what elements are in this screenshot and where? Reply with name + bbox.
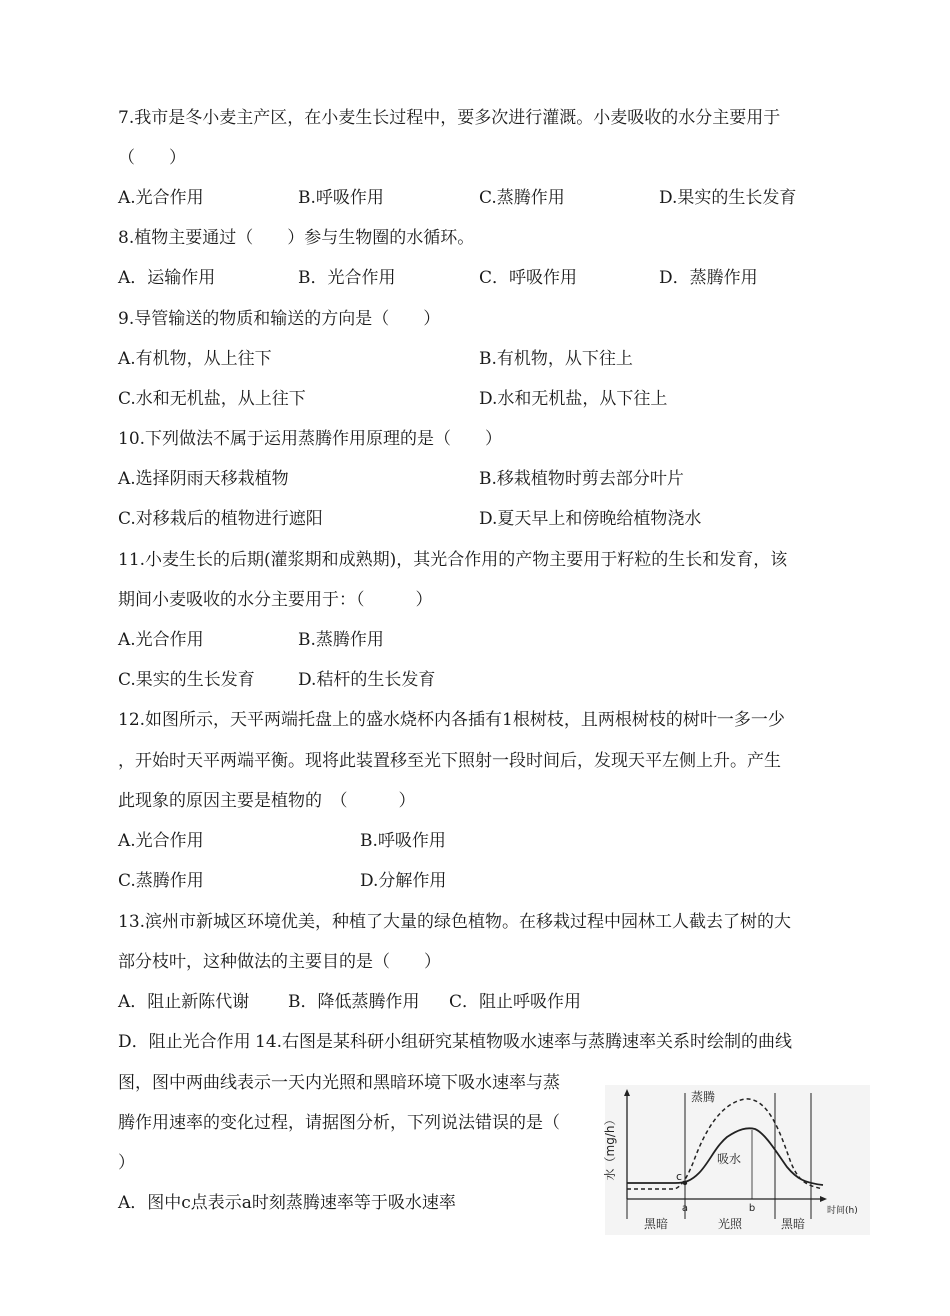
q11-option-b: B.蒸腾作用 (298, 630, 384, 650)
q12-stem-line3: 此现象的原因主要是植物的 （ ） (118, 791, 416, 811)
q7-paren: （ ） (118, 148, 186, 168)
absorption-label: 吸水 (717, 1152, 742, 1166)
q7-option-a: A.光合作用 (118, 188, 204, 208)
period-light-label: 光照 (717, 1217, 743, 1231)
q13-option-b: B．降低蒸腾作用 (288, 992, 420, 1012)
q11-stem-line1: 11.小麦生长的后期(灌浆期和成熟期)，其光合作用的产物主要用于籽粒的生长和发育，该 (118, 550, 788, 570)
point-c-label: c (676, 1170, 683, 1183)
q14-stem-line3: 腾作用速率的变化过程，请据图分析，下列说法错误的是（ (118, 1113, 560, 1133)
period-dark-2-label: 黑暗 (780, 1217, 806, 1231)
q8-option-b: B．光合作用 (298, 268, 396, 288)
q8-option-d: D．蒸腾作用 (659, 268, 758, 288)
q14-stem-line2: 图，图中两曲线表示一天内光照和黑暗环境下吸水速率与蒸 (118, 1073, 560, 1093)
q12-option-d: D.分解作用 (360, 871, 447, 891)
q10-option-a: A.选择阴雨天移栽植物 (118, 469, 289, 489)
q10-stem: 10.下列做法不属于运用蒸腾作用原理的是（ ） (118, 429, 503, 449)
y-axis-label: 水（mg/h） (603, 1113, 617, 1181)
q10-option-b: B.移栽植物时剪去部分叶片 (479, 469, 684, 489)
q14-stem-line1: 14.右图是某科研小组研究某植物吸水速率与蒸腾速率关系时绘制的曲线 (255, 1032, 793, 1052)
q11-option-c: C.果实的生长发育 (118, 670, 255, 690)
q13-option-d: D．阻止光合作用 (118, 1032, 251, 1052)
q7-option-d: D.果实的生长发育 (659, 188, 797, 208)
q8-stem: 8.植物主要通过（ ）参与生物圈的水循环。 (118, 228, 475, 248)
period-dark-1-label: 黑暗 (643, 1217, 669, 1231)
point-a-label: a (681, 1203, 689, 1214)
point-c-dot (683, 1181, 687, 1185)
q13-option-a: A．阻止新陈代谢 (118, 992, 250, 1012)
q13-stem-line1: 13.滨州市新城区环境优美，种植了大量的绿色植物。在移栽过程中园林工人截去了树的大 (118, 912, 792, 932)
q13-option-c: C．阻止呼吸作用 (449, 992, 582, 1012)
q12-option-a: A.光合作用 (118, 831, 204, 851)
point-b-label: b (748, 1203, 756, 1214)
q10-option-d: D.夏天早上和傍晚给植物浇水 (479, 509, 702, 529)
q11-stem-line2: 期间小麦吸收的水分主要用于：（ ） (118, 590, 433, 610)
q9-stem: 9.导管输送的物质和输送的方向是（ ） (118, 309, 441, 329)
q8-option-c: C．呼吸作用 (479, 268, 578, 288)
q11-option-d: D.秸杆的生长发育 (298, 670, 436, 690)
x-axis-label: 时间(h) (827, 1206, 858, 1216)
q12-stem-line2: ，开始时天平两端平衡。现将此装置移至光下照射一段时间后，发现天平左侧上升。产生 (118, 751, 781, 771)
transpiration-label: 蒸腾 (691, 1090, 716, 1104)
q12-option-c: C.蒸腾作用 (118, 871, 204, 891)
q7-option-b: B.呼吸作用 (298, 188, 384, 208)
q9-option-c: C.水和无机盐，从上往下 (118, 389, 306, 409)
q13-stem-line2: 部分枝叶，这种做法的主要目的是（ ） (118, 952, 441, 972)
q14-figure (605, 1085, 870, 1235)
q11-option-a: A.光合作用 (118, 630, 204, 650)
q14-stem-line4: ） (118, 1153, 135, 1173)
q12-stem-line1: 12.如图所示，天平两端托盘上的盛水烧杯内各插有1根树枝，且两根树枝的树叶一多一少 (118, 710, 785, 730)
q9-option-a: A.有机物，从上往下 (118, 349, 272, 369)
q14-option-a: A．图中c点表示a时刻蒸腾速率等于吸水速率 (118, 1193, 456, 1213)
q9-option-d: D.水和无机盐，从下往上 (479, 389, 668, 409)
q10-option-c: C.对移栽后的植物进行遮阳 (118, 509, 323, 529)
q9-option-b: B.有机物，从下往上 (479, 349, 633, 369)
q7-stem: 7.我市是冬小麦主产区，在小麦生长过程中，要多次进行灌溉。小麦吸收的水分主要用于 (118, 108, 781, 128)
q7-option-c: C.蒸腾作用 (479, 188, 565, 208)
q12-option-b: B.呼吸作用 (360, 831, 446, 851)
q8-option-a: A．运输作用 (118, 268, 216, 288)
